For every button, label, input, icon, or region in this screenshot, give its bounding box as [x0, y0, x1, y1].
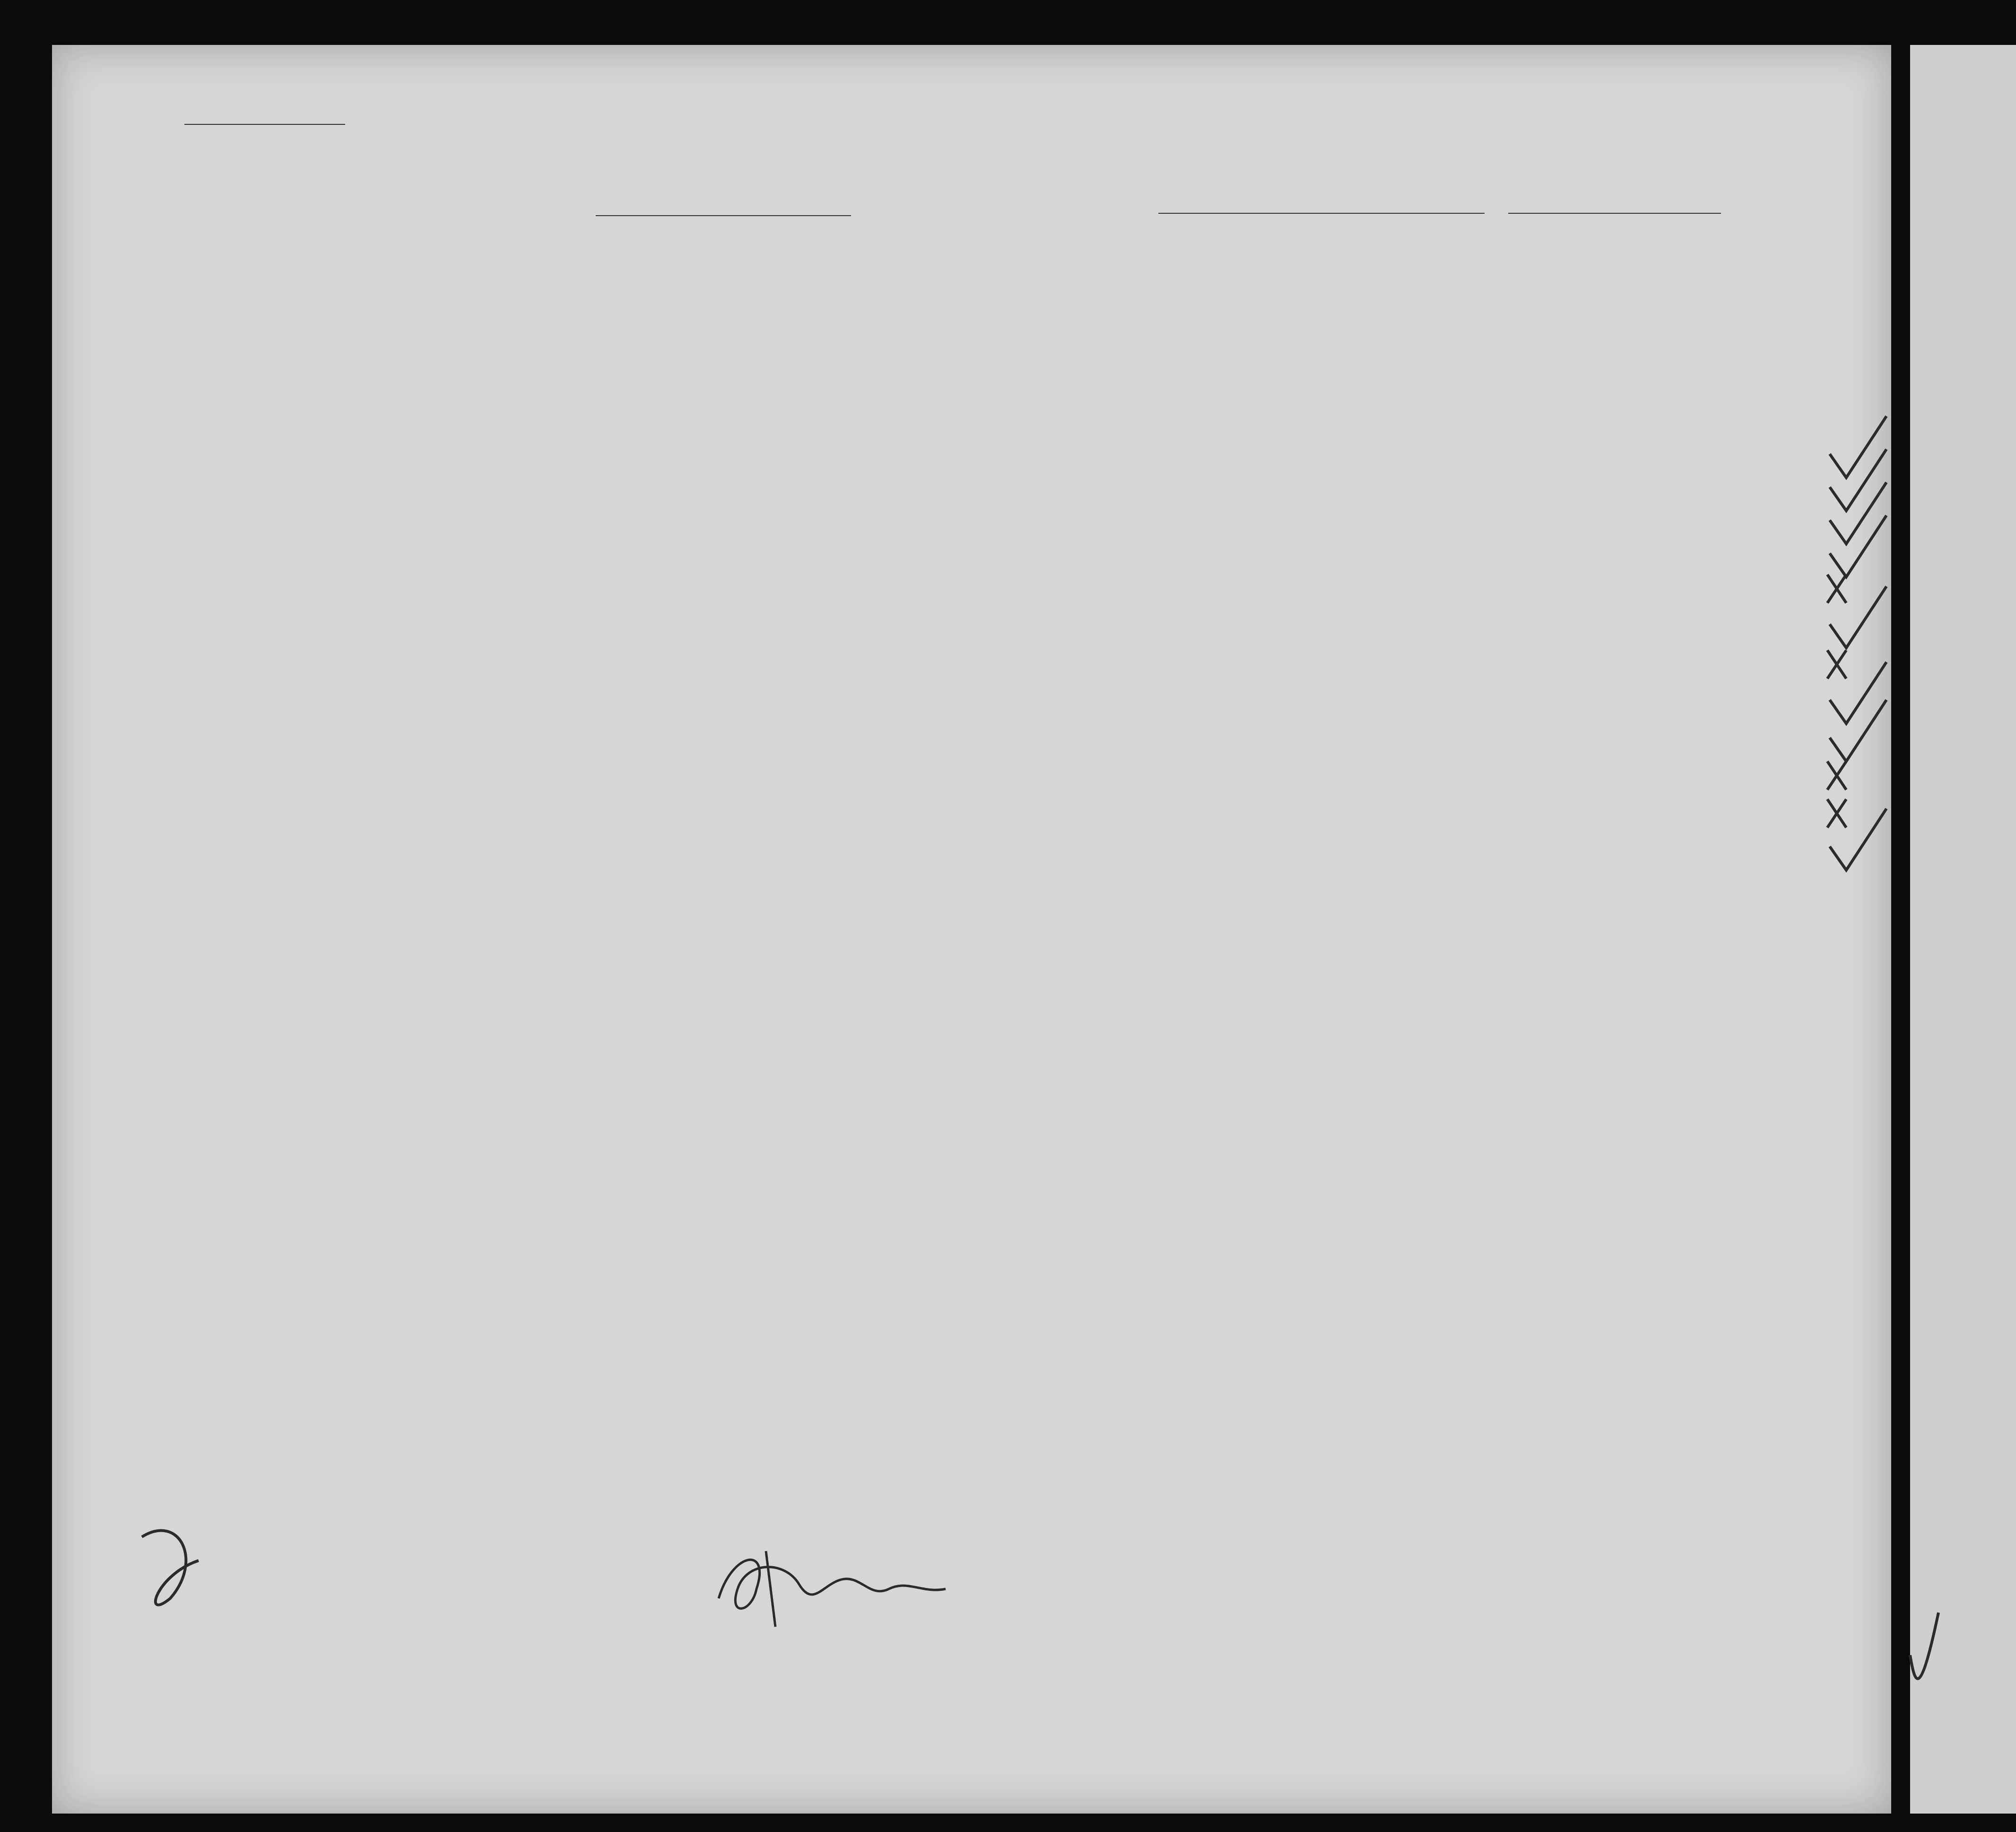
footer-check-mark	[1910, 1613, 1938, 1679]
check-mark	[1830, 586, 1886, 648]
check-mark	[1830, 700, 1886, 761]
footer-scribble	[142, 1531, 199, 1605]
check-mark	[1830, 416, 1886, 478]
